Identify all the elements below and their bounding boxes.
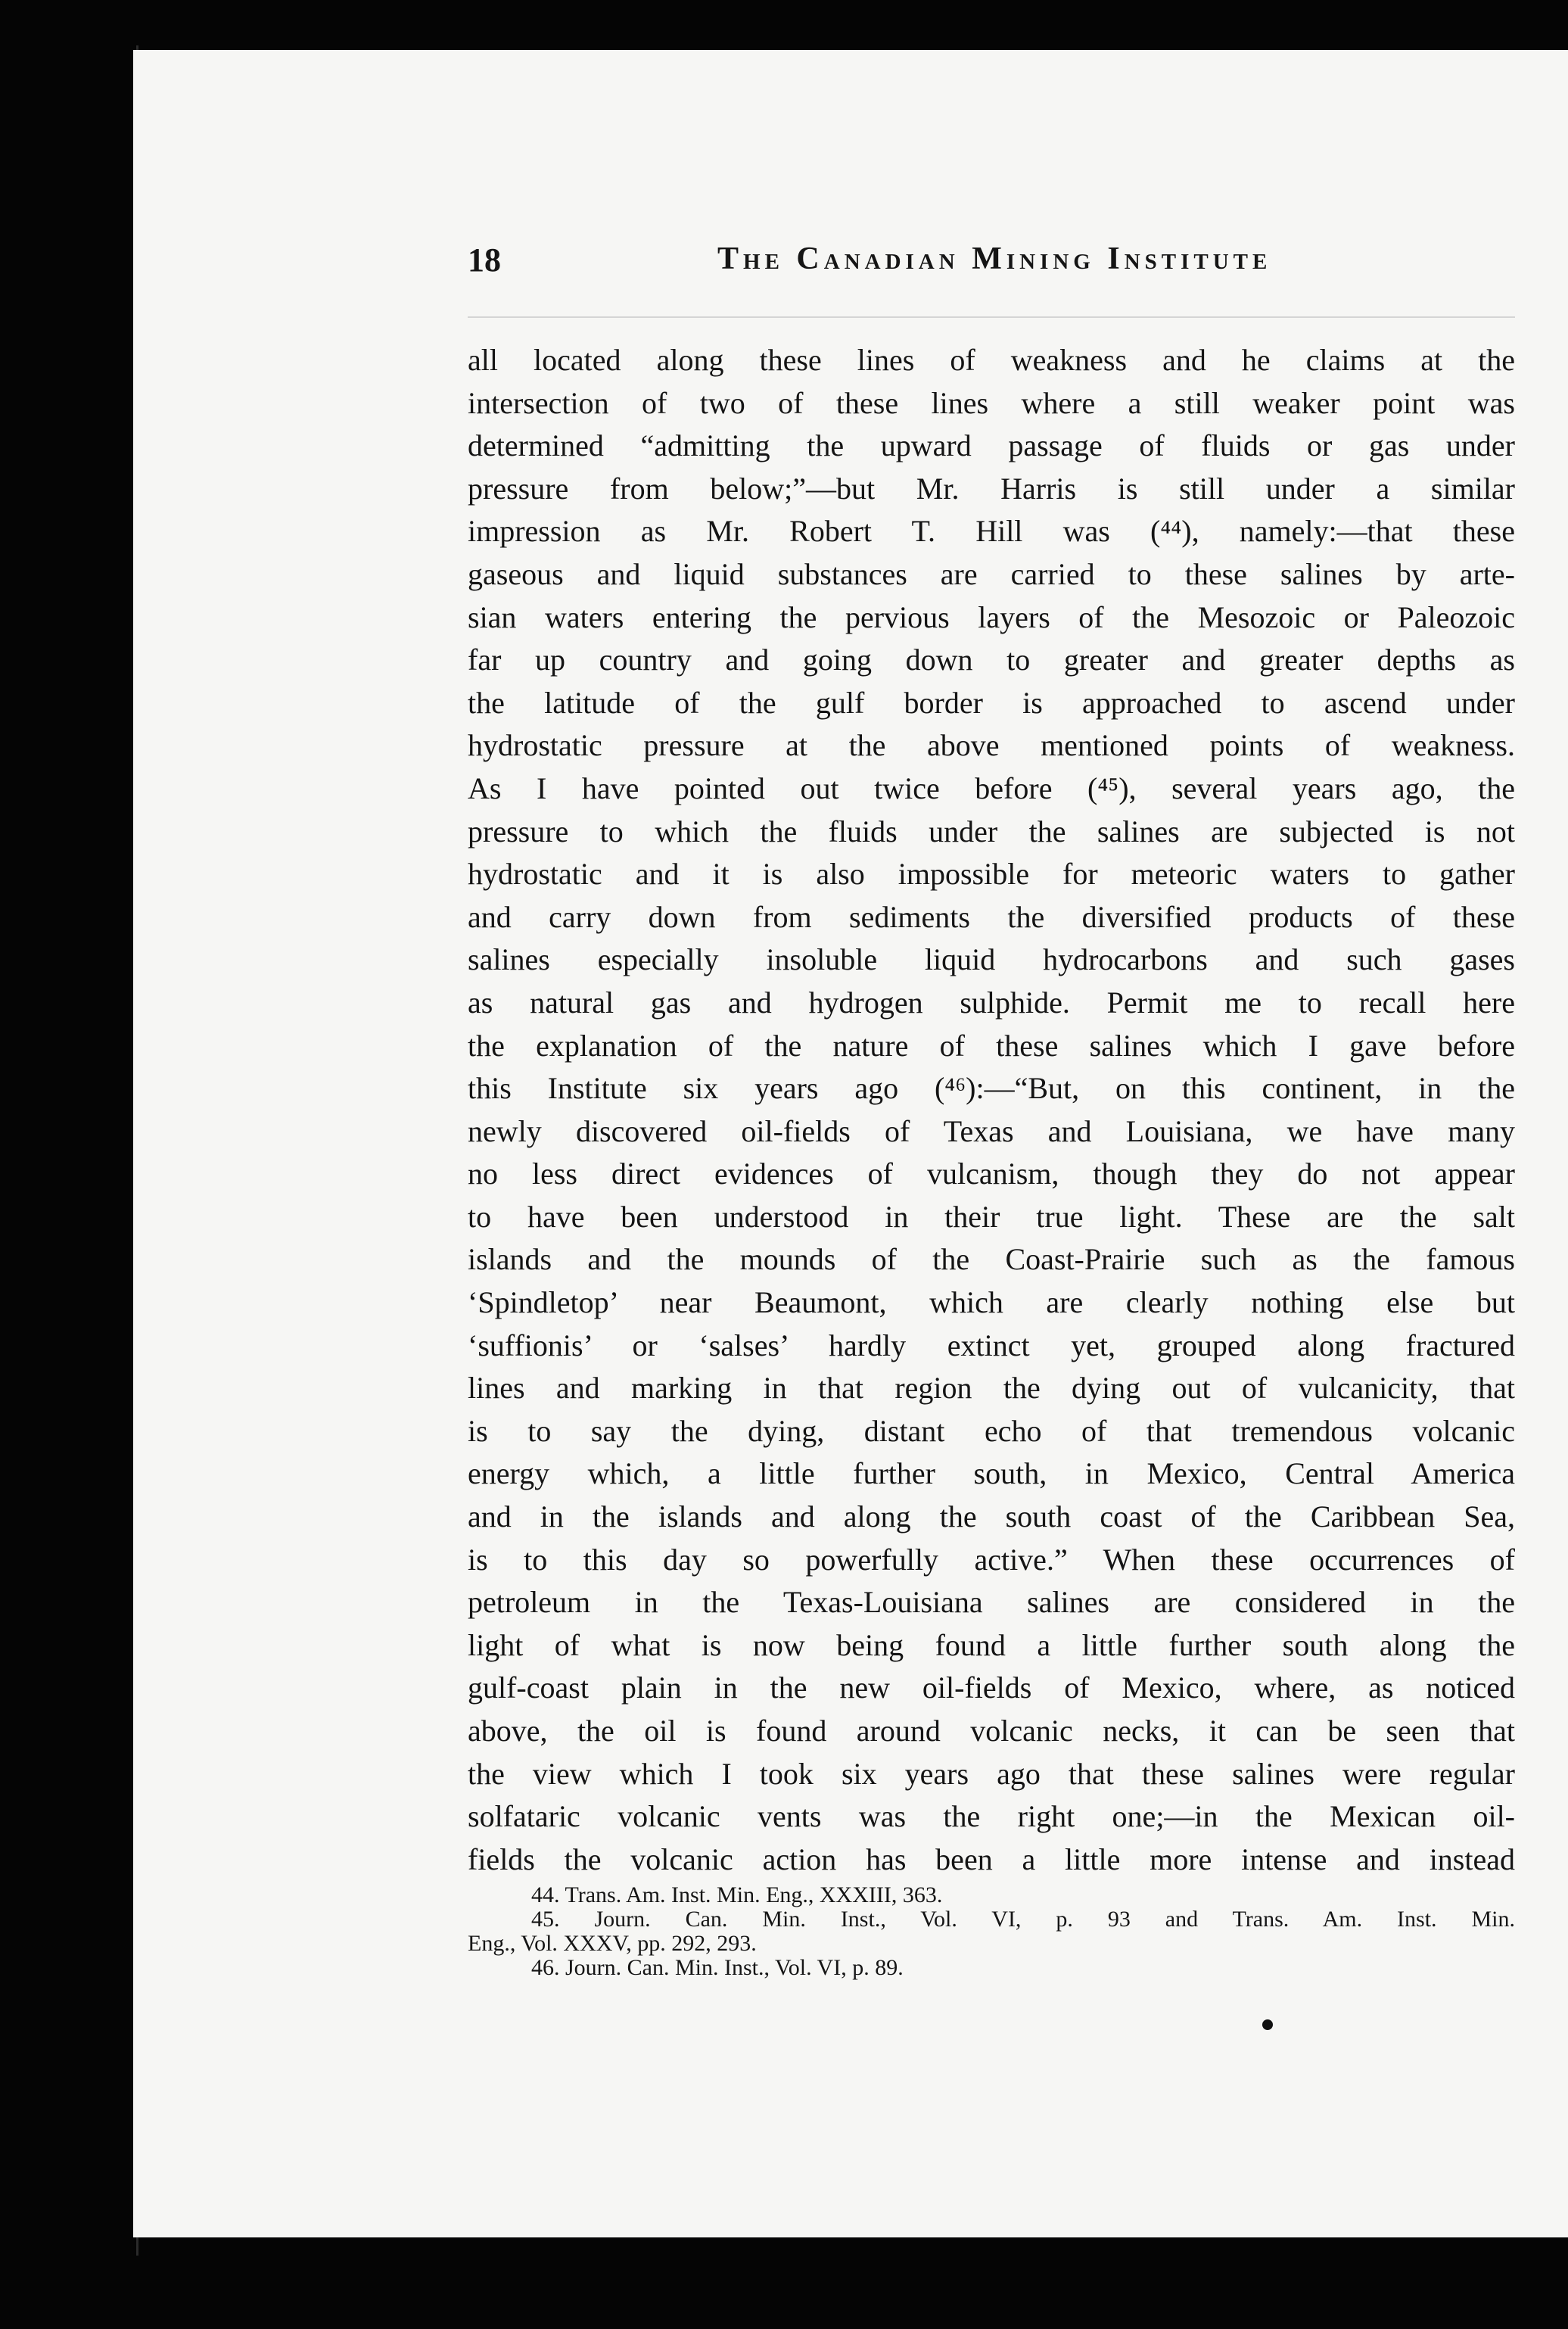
text-line: solfataric volcanic vents was the right one;—in the Mexican oil- xyxy=(468,1799,1515,1834)
text-line: hydrostatic and it is also impossible for meteoric waters to gather xyxy=(468,857,1515,892)
text-line: islands and the mounds of the Coast-Prairie such as the famous xyxy=(468,1242,1515,1277)
text-line: the explanation of the nature of these salines which I gave before xyxy=(468,1028,1515,1063)
text-line: impression as Mr. Robert T. Hill was (⁴⁴), namely:—that these xyxy=(468,514,1515,549)
text-line: salines especially insoluble liquid hydrocarbons and such gases xyxy=(468,942,1515,977)
text-line: gulf-coast plain in the new oil-fields of Mexico, where, as noticed xyxy=(468,1670,1515,1705)
text-line: ‘Spindletop’ near Beaumont, which are clearly nothing else but xyxy=(468,1285,1515,1320)
text-line: to have been understood in their true light. These are the salt xyxy=(468,1199,1515,1234)
footnotes xyxy=(468,1883,1515,1980)
text-line: and in the islands and along the south coast of the Caribbean Sea, xyxy=(468,1499,1515,1534)
running-title: The Canadian Mining Institute xyxy=(717,241,1272,276)
text-line: the view which I took six years ago that these salines were regular xyxy=(468,1756,1515,1791)
text-line: fields the volcanic action has been a little more intense and instead xyxy=(468,1842,1515,1876)
footnote-45: 45. Journ. Can. Min. Inst., Vol. VI, p. 93 and Trans. Am. Inst. Min. xyxy=(531,1907,1515,1932)
text-line: is to say the dying, distant echo of that tremendous volcanic xyxy=(468,1413,1515,1448)
text-line: the latitude of the gulf border is approached to ascend under xyxy=(468,685,1515,720)
text-line: is to this day so powerfully active.” When these occurrences of xyxy=(468,1542,1515,1577)
footnote-44: 44. Trans. Am. Inst. Min. Eng., XXXIII, 363. xyxy=(531,1883,943,1907)
text-line: sian waters entering the pervious layers of the Mesozoic or Paleozoic xyxy=(468,599,1515,634)
text-line: above, the oil is found around volcanic necks, it can be seen that xyxy=(468,1714,1515,1748)
text-line: pressure to which the fluids under the salines are subjected is not xyxy=(468,814,1515,848)
text-line: petroleum in the Texas-Louisiana salines are considered in the xyxy=(468,1585,1515,1620)
stray-ink-dot xyxy=(1262,2019,1273,2030)
body-text xyxy=(468,339,1515,1881)
text-line: all located along these lines of weakness and he claims at the xyxy=(468,343,1515,377)
text-line: this Institute six years ago (⁴⁶):—“But, on this continent, in the xyxy=(468,1071,1515,1106)
text-line: ‘suffionis’ or ‘salses’ hardly extinct yet, grouped along fractured xyxy=(468,1328,1515,1362)
page-number: 18 xyxy=(468,241,501,279)
text-line: as natural gas and hydrogen sulphide. Permit me to recall here xyxy=(468,985,1515,1020)
text-line: far up country and going down to greater and greater depths as xyxy=(468,643,1515,677)
text-line: hydrostatic pressure at the above mentioned points of weakness. xyxy=(468,728,1515,763)
footnote-46: 46. Journ. Can. Min. Inst., Vol. VI, p. 89. xyxy=(531,1956,904,1980)
text-line: As I have pointed out twice before (⁴⁵), several years ago, the xyxy=(468,771,1515,805)
page-header xyxy=(468,241,1515,294)
text-line: lines and marking in that region the dying out of vulcanicity, that xyxy=(468,1371,1515,1406)
text-line: no less direct evidences of vulcanism, though they do not appear xyxy=(468,1157,1515,1191)
text-line: and carry down from sediments the diversified products of these xyxy=(468,899,1515,934)
text-line: intersection of two of these lines where a still weaker point was xyxy=(468,385,1515,420)
text-line: gaseous and liquid substances are carried to these salines by arte- xyxy=(468,556,1515,591)
text-line: newly discovered oil-fields of Texas and Louisiana, we have many xyxy=(468,1113,1515,1148)
text-line: pressure from below;”—but Mr. Harris is still under a similar xyxy=(468,471,1515,506)
header-rule xyxy=(468,316,1515,318)
text-line: energy which, a little further south, in Mexico, Central America xyxy=(468,1456,1515,1491)
text-line: determined “admitting the upward passage of fluids or gas under xyxy=(468,428,1515,463)
footnote-45-continuation: Eng., Vol. XXXV, pp. 292, 293. xyxy=(468,1932,757,1956)
text-line: light of what is now being found a little further south along the xyxy=(468,1627,1515,1662)
